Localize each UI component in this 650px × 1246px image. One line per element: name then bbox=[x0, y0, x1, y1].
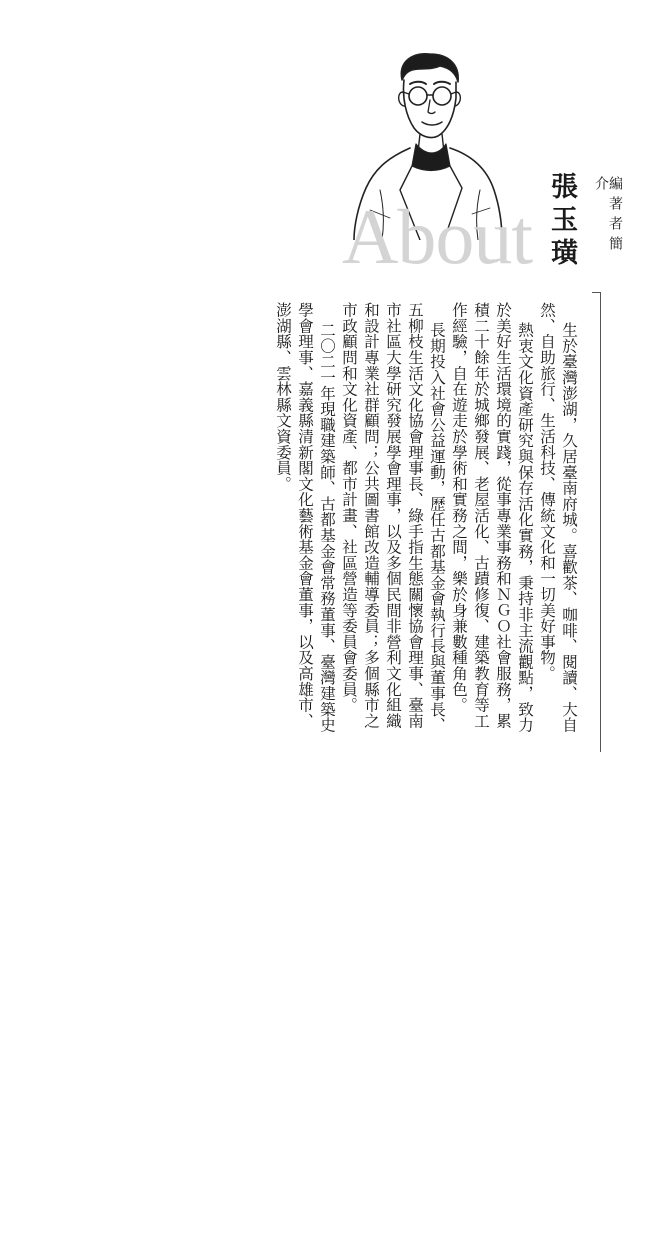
divider-line bbox=[600, 292, 601, 752]
author-name: 張玉璜 bbox=[546, 172, 577, 271]
author-bio bbox=[272, 302, 580, 742]
role-label: 編著者簡介 bbox=[593, 176, 623, 256]
bio-paragraph-4: 二〇二一年現職建築師、古都基金會常務董事、臺灣建築史學會理事、嘉義縣清新閣文化藝術基金會董事，以及高雄市、澎湖縣、雲林縣文資委員。 bbox=[274, 302, 336, 733]
bio-paragraph-1: 生於臺灣澎湖，久居臺南府城。喜歡茶、咖啡、閱讀、大自然、自助旅行、生活科技、傳統文化和一切美好事物。 bbox=[538, 302, 578, 733]
bio-paragraph-3: 長期投入社會公益運動，歷任古都基金會執行長與董事長、五柳枝生活文化協會理事長、綠手指生態關懷協會理事、臺南市社區大學研究發展學會理事，以及多個民間非營利文化組織和設計專業社群顧問；公共圖書館改造輔導委員；多個縣市之市政顧問和文化資產、都市計畫、社區營造等委員會委員。 bbox=[340, 302, 446, 733]
bio-paragraph-2: 熱衷文化資產研究與保存活化實務，秉持非主流觀點，致力於美好生活環境的實踐，從事專業事務和ＮＧＯ社會服務，累積二十餘年於城鄉發展、老屋活化、古蹟修復、建築教育等工作經驗，自在遊走於學術和實務之間，樂於身兼數種角色。 bbox=[450, 302, 534, 733]
about-heading-watermark: About bbox=[342, 193, 532, 280]
author-header bbox=[546, 172, 623, 272]
